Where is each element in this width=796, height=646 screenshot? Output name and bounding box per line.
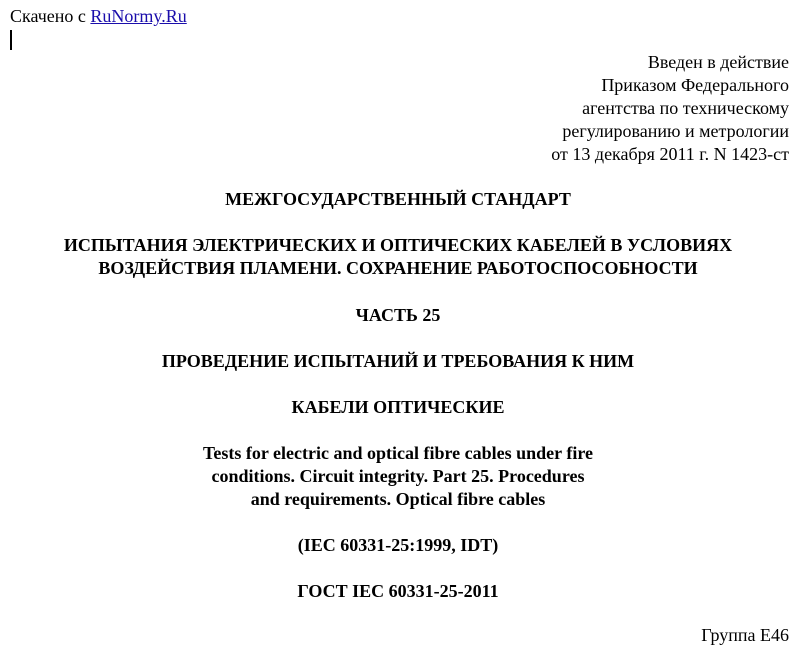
gost-number (0, 580, 796, 603)
standard-type (0, 188, 796, 211)
section-label (0, 396, 796, 419)
english-title-line: Tests for electric and optical fibre cables under fire (203, 443, 593, 463)
adoption-line: Введен в действие (647, 52, 789, 72)
iec-reference-text: (IEC 60331-25:1999, IDT) (297, 535, 499, 555)
adoption-line: агентства по техническому (582, 98, 789, 118)
source-prefix: Скачено с (10, 6, 86, 26)
subtitle-text: ПРОВЕДЕНИЕ ИСПЫТАНИЙ И ТРЕБОВАНИЯ К НИМ (161, 351, 635, 371)
source-line (10, 6, 187, 26)
english-title-line: conditions. Circuit integrity. Part 25. Procedures (211, 466, 585, 486)
part-text: ЧАСТЬ 25 (355, 305, 441, 325)
standard-type-text: МЕЖГОСУДАРСТВЕННЫЙ СТАНДАРТ (225, 189, 571, 209)
source-link[interactable]: RuNormy.Ru (90, 6, 187, 26)
iec-reference (0, 534, 796, 557)
gost-number-text: ГОСТ IEC 60331-25-2011 (297, 581, 499, 601)
adoption-notice (551, 51, 789, 166)
english-title-line: and requirements. Optical fibre cables (250, 489, 546, 509)
part-label (0, 304, 796, 327)
title-line: ВОЗДЕЙСТВИЯ ПЛАМЕНИ. СОХРАНЕНИЕ РАБОТОСПОСОБНОСТИ (98, 258, 698, 278)
adoption-line: от 13 декабря 2011 г. N 1423-ст (551, 144, 789, 164)
text-cursor (10, 30, 12, 50)
section-text: КАБЕЛИ ОПТИЧЕСКИЕ (291, 397, 505, 417)
english-title (0, 442, 796, 511)
title-line: ИСПЫТАНИЯ ЭЛЕКТРИЧЕСКИХ И ОПТИЧЕСКИХ КАБЕЛЕЙ В УСЛОВИЯХ (63, 235, 733, 255)
document-title (0, 234, 796, 280)
adoption-line: регулированию и метрологии (562, 121, 789, 141)
group-label: Группа E46 (701, 625, 789, 645)
adoption-line: Приказом Федерального (601, 75, 789, 95)
document-subtitle (0, 350, 796, 373)
